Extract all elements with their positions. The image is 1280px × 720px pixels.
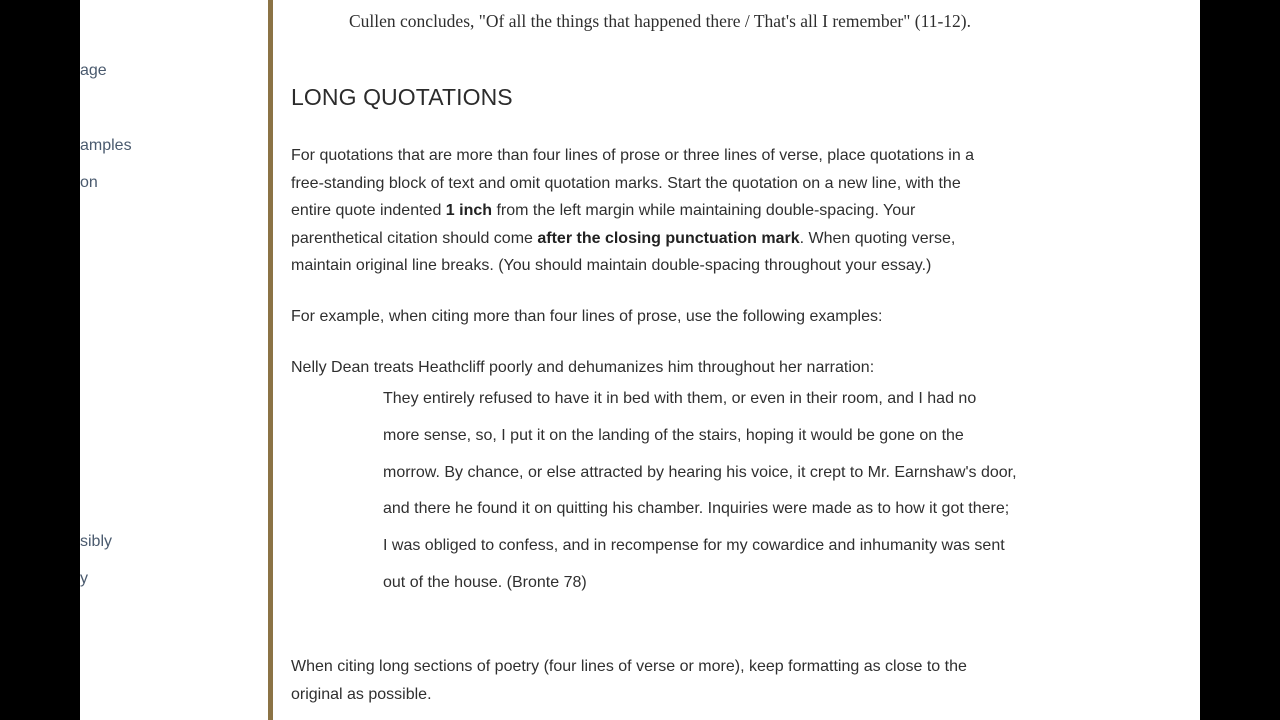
intro-line-4 — [291, 225, 1111, 253]
bold-closing-punctuation: after the closing punctuation mark — [537, 229, 800, 247]
article-content — [291, 0, 1181, 720]
section-heading: LONG QUOTATIONS — [291, 84, 513, 110]
previous-example-line: Cullen concludes, "Of all the things that happened there / That's all I remember" (11-12). — [349, 11, 971, 31]
intro-line-2: free-standing block of text and omit quotation marks. Start the quotation on a new line, with the — [291, 174, 961, 192]
intro-line-4-tail: . When quoting verse, — [799, 229, 956, 247]
lead-in-paragraph — [291, 354, 1111, 382]
sidebar-item-3[interactable]: on — [80, 174, 98, 191]
intro-line-3-tail: from the left margin while maintaining double-spacing. Your — [492, 202, 916, 220]
block-quote-line: more sense, so, I put it on the landing of the stairs, hoping it would be gone on the — [383, 426, 964, 444]
sidebar-item-5[interactable]: y — [80, 570, 88, 587]
poetry-note-paragraph — [291, 653, 1111, 708]
block-quote-line: out of the house. (Bronte 78) — [383, 573, 587, 591]
intro-line-4-text: parenthetical citation should come — [291, 229, 538, 247]
intro-line-5: maintain original line breaks. (You should maintain double-spacing throughout your essay.) — [291, 257, 932, 275]
example-intro-paragraph — [291, 303, 1111, 331]
block-quote-line: and there he found it on quitting his chamber. Inquiries were made as to how it got there; — [383, 500, 1010, 518]
content-divider-rail — [268, 0, 273, 720]
block-quote-line: They entirely refused to have it in bed with them, or even in their room, and I had no — [383, 390, 977, 407]
intro-line-1: For quotations that are more than four lines of prose or three lines of verse, place quotations in a — [291, 147, 975, 164]
bold-one-inch: 1 inch — [445, 202, 493, 220]
page — [80, 0, 1200, 720]
intro-line-3 — [291, 197, 1111, 225]
block-quote-line: morrow. By chance, or else attracted by hearing his voice, it crept to Mr. Earnshaw's door, — [383, 463, 1017, 481]
sidebar-nav — [80, 0, 268, 720]
example-intro-text: For example, when citing more than four lines of prose, use the following examples: — [291, 308, 883, 325]
lead-in-text: Nelly Dean treats Heathcliff poorly and dehumanizes him throughout her narration: — [291, 359, 875, 376]
intro-line-3-text: entire quote indented — [291, 202, 446, 220]
poetry-note-line-1: When citing long sections of poetry (four lines of verse or more), keep formatting as close to the — [291, 658, 967, 675]
block-quote-line: I was obliged to confess, and in recompense for my cowardice and inhumanity was sent — [383, 537, 1005, 555]
sidebar-item-1[interactable]: age — [80, 62, 107, 79]
sidebar-item-4[interactable]: sibly — [80, 533, 113, 550]
intro-paragraph — [291, 142, 1111, 280]
sidebar-item-2[interactable]: amples — [80, 137, 132, 154]
poetry-note-line-2: original as possible. — [291, 685, 432, 703]
block-quote — [383, 381, 1123, 602]
